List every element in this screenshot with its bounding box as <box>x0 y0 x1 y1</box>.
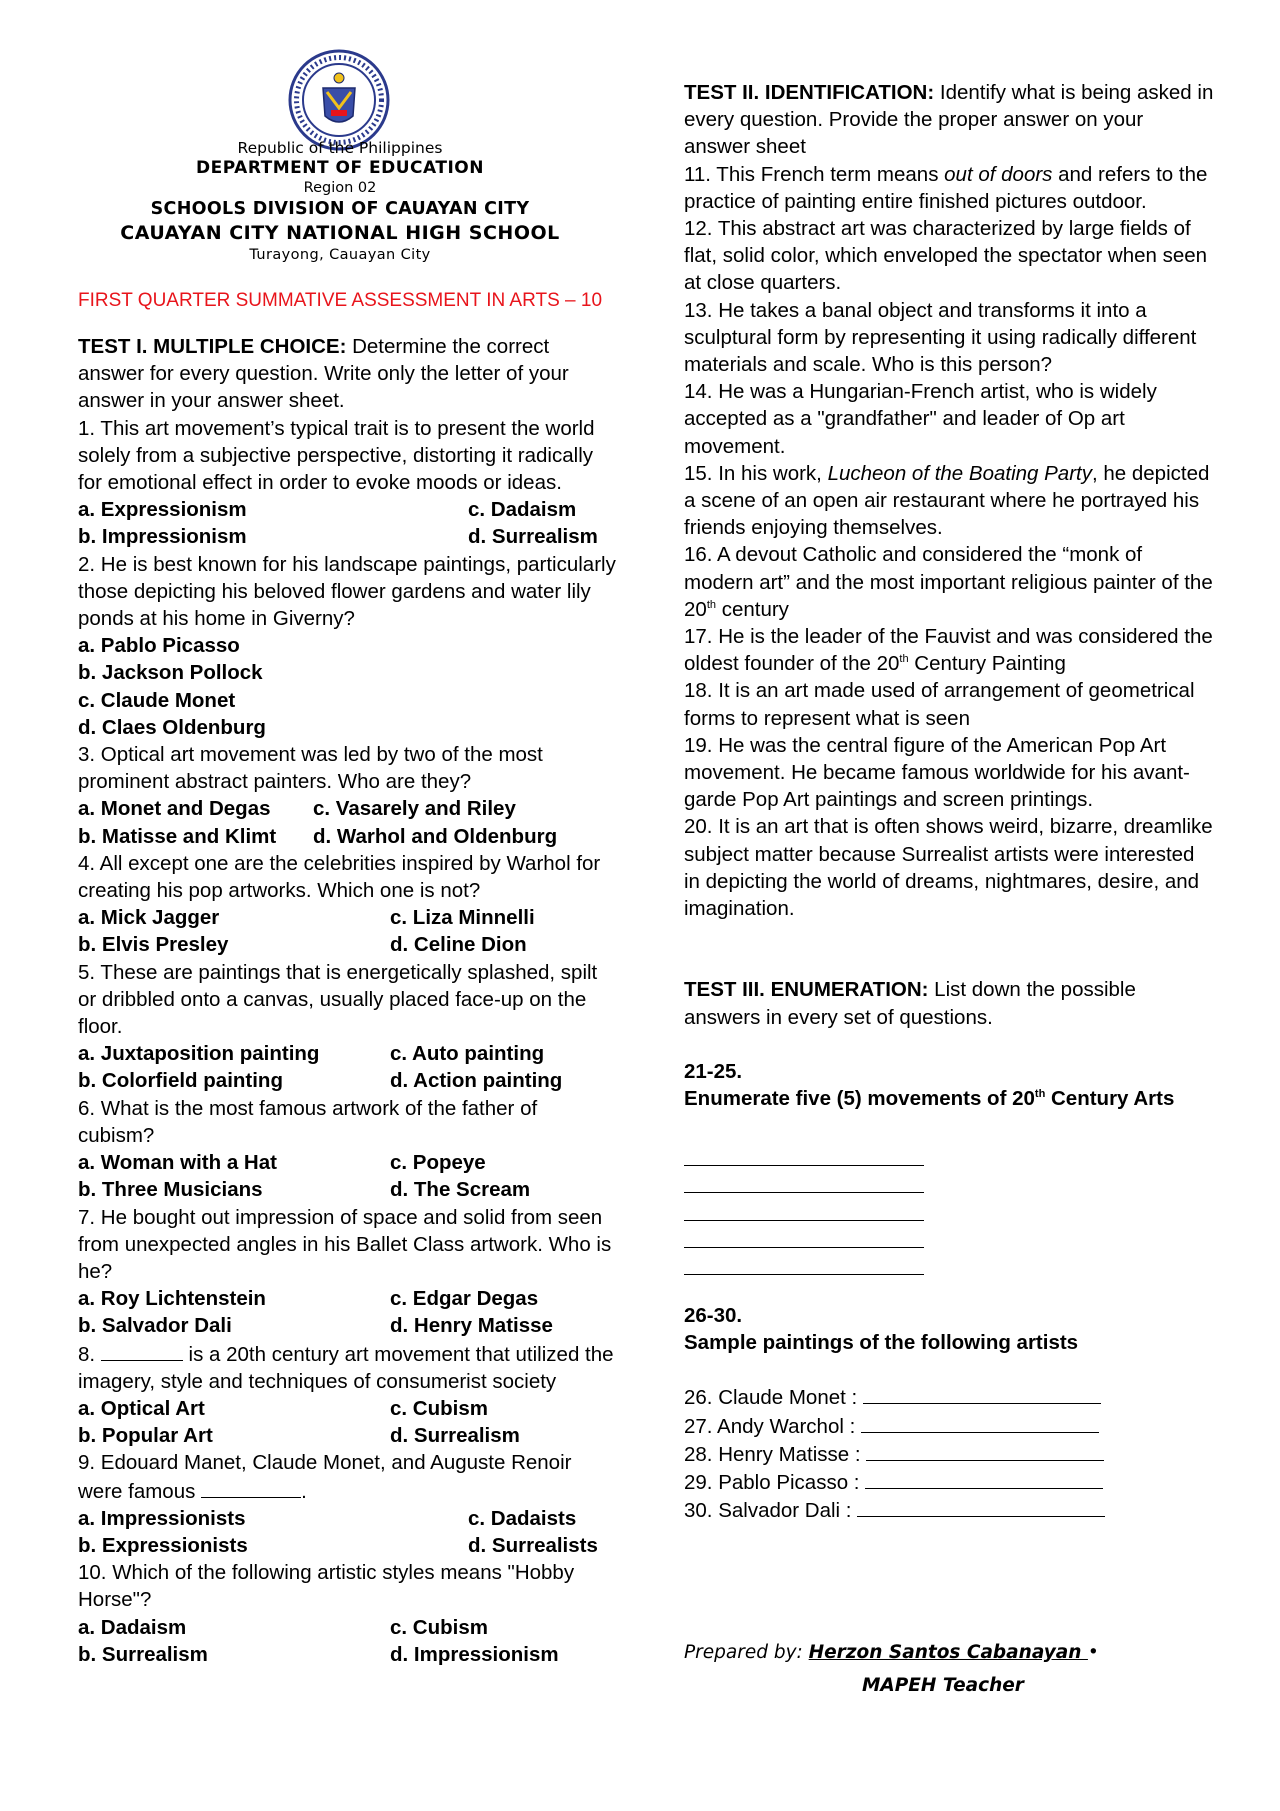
q15-emphasis: Lucheon of the Boating Party <box>827 461 1092 485</box>
q8-options-row2 <box>78 1422 618 1449</box>
q6-options-row2 <box>78 1176 618 1203</box>
question-2: 2. He is best known for his landscape paintings, particularly those depicting his beloved flower gardens and water lily ponds at his home in Giverny? <box>78 552 616 631</box>
q9-blank <box>201 1477 301 1498</box>
question-15 <box>684 460 1214 542</box>
deped-seal-icon <box>287 48 391 152</box>
option-d: d. Celine Dion <box>390 933 527 957</box>
question-3: 3. Optical art movement was led by two of the most prominent abstract painters. Who are they? <box>78 743 543 794</box>
option-b: b. Matisse and Klimt <box>78 824 277 848</box>
test1-instruction-text: Determine the correct answer for every question. Write only the letter of your answer in your answer sheet. <box>78 335 569 413</box>
test3-label: TEST III. ENUMERATION: <box>684 978 929 1002</box>
option-d: d. Surrealism <box>468 525 598 549</box>
question-18: 18. It is an art made used of arrangement of geometrical forms to represent what is seen <box>684 679 1195 730</box>
q15-text: 15. In his work, <box>684 461 828 485</box>
option-b: b. Impressionism <box>78 525 247 549</box>
question-5: 5. These are paintings that is energetically splashed, spilt or dribbled onto a canvas, usually placed face-up on the floor. <box>78 960 598 1039</box>
option-b: b. Three Musicians <box>78 1178 263 1202</box>
teacher-role: MAPEH Teacher <box>862 1675 1024 1696</box>
teacher-name: Herzon Santos Cabanayan <box>808 1642 1088 1663</box>
option-a: a. Mick Jagger <box>78 906 220 930</box>
item-label: 26. Claude Monet : <box>684 1386 858 1410</box>
answer-line-25[interactable] <box>684 1248 924 1275</box>
option-b: b. Salvador Dali <box>78 1314 232 1338</box>
option-b: b. Colorfield painting <box>78 1069 283 1093</box>
prepared-by-footer <box>684 1636 1244 1702</box>
q17-superscript: th <box>899 653 909 666</box>
option-a: a. Optical Art <box>78 1396 205 1420</box>
q8-blank <box>101 1340 183 1361</box>
question-16 <box>684 541 1214 623</box>
q17-text: 17. He is the leader of the Fauvist and was considered the oldest founder of the 20 <box>684 625 1213 676</box>
question-6: 6. What is the most famous artwork of the father of cubism? <box>78 1096 538 1147</box>
question-8 <box>78 1340 618 1395</box>
q17-text-end: Century Painting <box>908 652 1066 676</box>
answer-line-23[interactable] <box>684 1193 924 1220</box>
option-d: d. Warhol and Oldenburg <box>313 824 558 848</box>
option-c: c. Dadaists <box>468 1506 577 1530</box>
q1-options-row1 <box>78 496 618 523</box>
question-17 <box>684 623 1214 677</box>
option-a: a. Impressionists <box>78 1506 246 1530</box>
answer-line-22[interactable] <box>684 1166 924 1193</box>
option-d: d. Surrealism <box>390 1424 520 1448</box>
region-line: Region 02 <box>303 180 377 196</box>
enum-set2-range: 26-30. <box>684 1304 743 1328</box>
enum-item-26 <box>684 1383 1214 1411</box>
prepared-by-line <box>684 1636 1244 1669</box>
test1-section <box>78 333 618 1668</box>
test1-label: TEST I. MULTIPLE CHOICE: <box>78 335 347 358</box>
division-line: SCHOOLS DIVISION OF CAUAYAN CITY <box>150 199 530 219</box>
test2-instruction-text: Identify what is being asked in every question. Provide the proper answer on your answer sheet <box>684 81 1214 159</box>
question-7: 7. He bought out impression of space and solid from seen from unexpected angles in his Ballet Class artwork. Who is he? <box>78 1205 612 1283</box>
q8-number: 8. <box>78 1342 96 1366</box>
test3-instruction-text: List down the possible answers in every set of questions. <box>684 978 1136 1029</box>
school-address: Turayong, Cauayan City <box>249 247 431 263</box>
option-b: b. Popular Art <box>78 1424 213 1448</box>
question-13: 13. He takes a banal object and transforms it into a sculptural form by representing it using radically different materials and scale. Who is this person? <box>684 298 1197 377</box>
q9-options-row2 <box>78 1532 618 1559</box>
option-b: b. Surrealism <box>78 1642 208 1666</box>
option-a: a. Expressionism <box>78 498 247 522</box>
exam-title: FIRST QUARTER SUMMATIVE ASSESSMENT IN ARTS – 10 <box>77 290 603 311</box>
option-a: a. Monet and Degas <box>78 797 271 821</box>
school-header <box>72 138 608 264</box>
q9-end: . <box>301 1479 307 1503</box>
item-label: 29. Pablo Picasso : <box>684 1471 860 1495</box>
republic-line: Republic of the Philippines <box>237 139 443 157</box>
question-11 <box>684 161 1214 215</box>
option-d: d. Impressionism <box>390 1642 559 1666</box>
answer-blank-26[interactable] <box>863 1383 1101 1404</box>
option-c: c. Claude Monet <box>78 688 236 712</box>
answer-blank-29[interactable] <box>865 1468 1103 1489</box>
bullet-icon: • <box>1087 1642 1099 1663</box>
test3-instructions <box>684 976 1214 1030</box>
test2-instructions <box>684 79 1214 161</box>
question-19: 19. He was the central figure of the American Pop Art movement. He became famous worldwide for his avant-garde Pop Art paintings and screen printings. <box>684 733 1190 812</box>
answer-line-21[interactable] <box>684 1139 924 1166</box>
enum-item-30 <box>684 1496 1214 1524</box>
option-d: d. The Scream <box>390 1178 531 1202</box>
option-b: b. Jackson Pollock <box>78 661 263 685</box>
enum-set2-prompt: Sample paintings of the following artists <box>684 1331 1079 1355</box>
option-d: d. Claes Oldenburg <box>78 715 266 739</box>
item-label: 30. Salvador Dali : <box>684 1499 852 1523</box>
q16-text-end: century <box>716 597 789 621</box>
answer-blank-27[interactable] <box>861 1412 1099 1433</box>
right-column <box>684 79 1214 1524</box>
school-name: CAUAYAN CITY NATIONAL HIGH SCHOOL <box>120 222 560 244</box>
question-10: 10. Which of the following artistic styles means "Hobby Horse"? <box>78 1561 575 1612</box>
q15-text-end: , he depicted a scene of an open air restaurant where he portrayed his friends enjoying themselves. <box>684 461 1210 540</box>
answer-blank-28[interactable] <box>866 1440 1104 1461</box>
q1-options-row2 <box>78 523 618 550</box>
q9-options-row1 <box>78 1505 618 1532</box>
answer-line-24[interactable] <box>684 1221 924 1248</box>
option-a: a. Juxtaposition painting <box>78 1042 320 1066</box>
option-a: a. Woman with a Hat <box>78 1151 277 1175</box>
enum-item-29 <box>684 1468 1214 1496</box>
option-c: c. Popeye <box>390 1151 486 1175</box>
option-c: c. Vasarely and Riley <box>313 797 516 821</box>
q8-options-row1 <box>78 1395 618 1422</box>
answer-blank-30[interactable] <box>857 1496 1105 1517</box>
test2-label: TEST II. IDENTIFICATION: <box>684 81 935 104</box>
question-14: 14. He was a Hungarian-French artist, who is widely accepted as a "grandfather" and leader of Op art movement. <box>684 380 1157 458</box>
option-c: c. Cubism <box>390 1615 488 1639</box>
q5-options-row2 <box>78 1067 618 1094</box>
question-4: 4. All except one are the celebrities inspired by Warhol for creating his pop artworks. Which one is not? <box>78 851 601 903</box>
q4-options-row2 <box>78 931 618 958</box>
item-label: 27. Andy Warchol : <box>684 1414 856 1438</box>
option-b: b. Elvis Presley <box>78 933 229 957</box>
q6-options-row1 <box>78 1149 618 1176</box>
option-c: c. Liza Minnelli <box>390 906 535 930</box>
q10-options-row1 <box>78 1614 618 1641</box>
set1-prompt-text: Enumerate five (5) movements of 20 <box>684 1086 1035 1110</box>
q5-options-row1 <box>78 1040 618 1067</box>
option-a: a. Dadaism <box>78 1615 187 1639</box>
option-d: d. Action painting <box>390 1069 563 1093</box>
question-1: 1. This art movement’s typical trait is to present the world solely from a subjective perspective, distorting it radically for emotional effect in order to evoke moods or ideas. <box>78 416 595 495</box>
set1-prompt-text-end: Century Arts <box>1045 1086 1175 1110</box>
q10-options-row2 <box>78 1641 618 1668</box>
q11-text: 11. This French term means <box>684 162 945 186</box>
item-label: 28. Henry Matisse : <box>684 1442 861 1466</box>
question-12: 12. This abstract art was characterized by large fields of flat, solid color, which enveloped the spectator when seen at close quarters. <box>684 217 1208 295</box>
prepared-by-label: Prepared by: <box>684 1642 809 1663</box>
option-d: d. Surrealists <box>468 1533 598 1557</box>
q9-text: 9. Edouard Manet, Claude Monet, and Auguste Renoir were famous <box>78 1451 572 1503</box>
q7-options-row1 <box>78 1285 618 1312</box>
q3-options-row1 <box>78 795 618 822</box>
q11-emphasis: out of doors <box>944 162 1053 186</box>
set1-prompt-superscript: th <box>1034 1088 1046 1101</box>
enum-item-27 <box>684 1412 1214 1440</box>
q4-options-row1 <box>78 904 618 931</box>
option-c: c. Auto painting <box>390 1042 545 1066</box>
q8-text: is a 20th century art movement that utilized the imagery, style and techniques of consumerist society <box>78 1342 614 1393</box>
test1-instructions <box>78 333 618 415</box>
option-a: a. Roy Lichtenstein <box>78 1287 266 1311</box>
department-line: DEPARTMENT OF EDUCATION <box>196 158 484 178</box>
option-c: c. Cubism <box>390 1396 488 1420</box>
q16-superscript: th <box>706 599 716 612</box>
enum-item-28 <box>684 1440 1214 1468</box>
q7-options-row2 <box>78 1312 618 1339</box>
option-c: c. Edgar Degas <box>390 1287 539 1311</box>
enum-set1-range: 21-25. <box>684 1059 743 1083</box>
q11-text-end: and refers to the practice of painting entire finished pictures outdoor. <box>684 162 1208 213</box>
option-d: d. Henry Matisse <box>390 1314 553 1338</box>
q3-options-row2 <box>78 823 618 850</box>
option-c: c. Dadaism <box>468 498 577 522</box>
option-a: a. Pablo Picasso <box>78 634 240 658</box>
enum-set1-prompt <box>684 1085 1214 1112</box>
question-20: 20. It is an art that is often shows weird, bizarre, dreamlike subject matter because Surrealist artists were interested in depicting the world of dreams, nightmares, desire, and imagination. <box>684 815 1213 921</box>
question-9 <box>78 1449 618 1504</box>
option-b: b. Expressionists <box>78 1533 248 1557</box>
q16-text: 16. A devout Catholic and considered the “monk of modern art” and the most important religious painter of the 20 <box>684 543 1213 621</box>
